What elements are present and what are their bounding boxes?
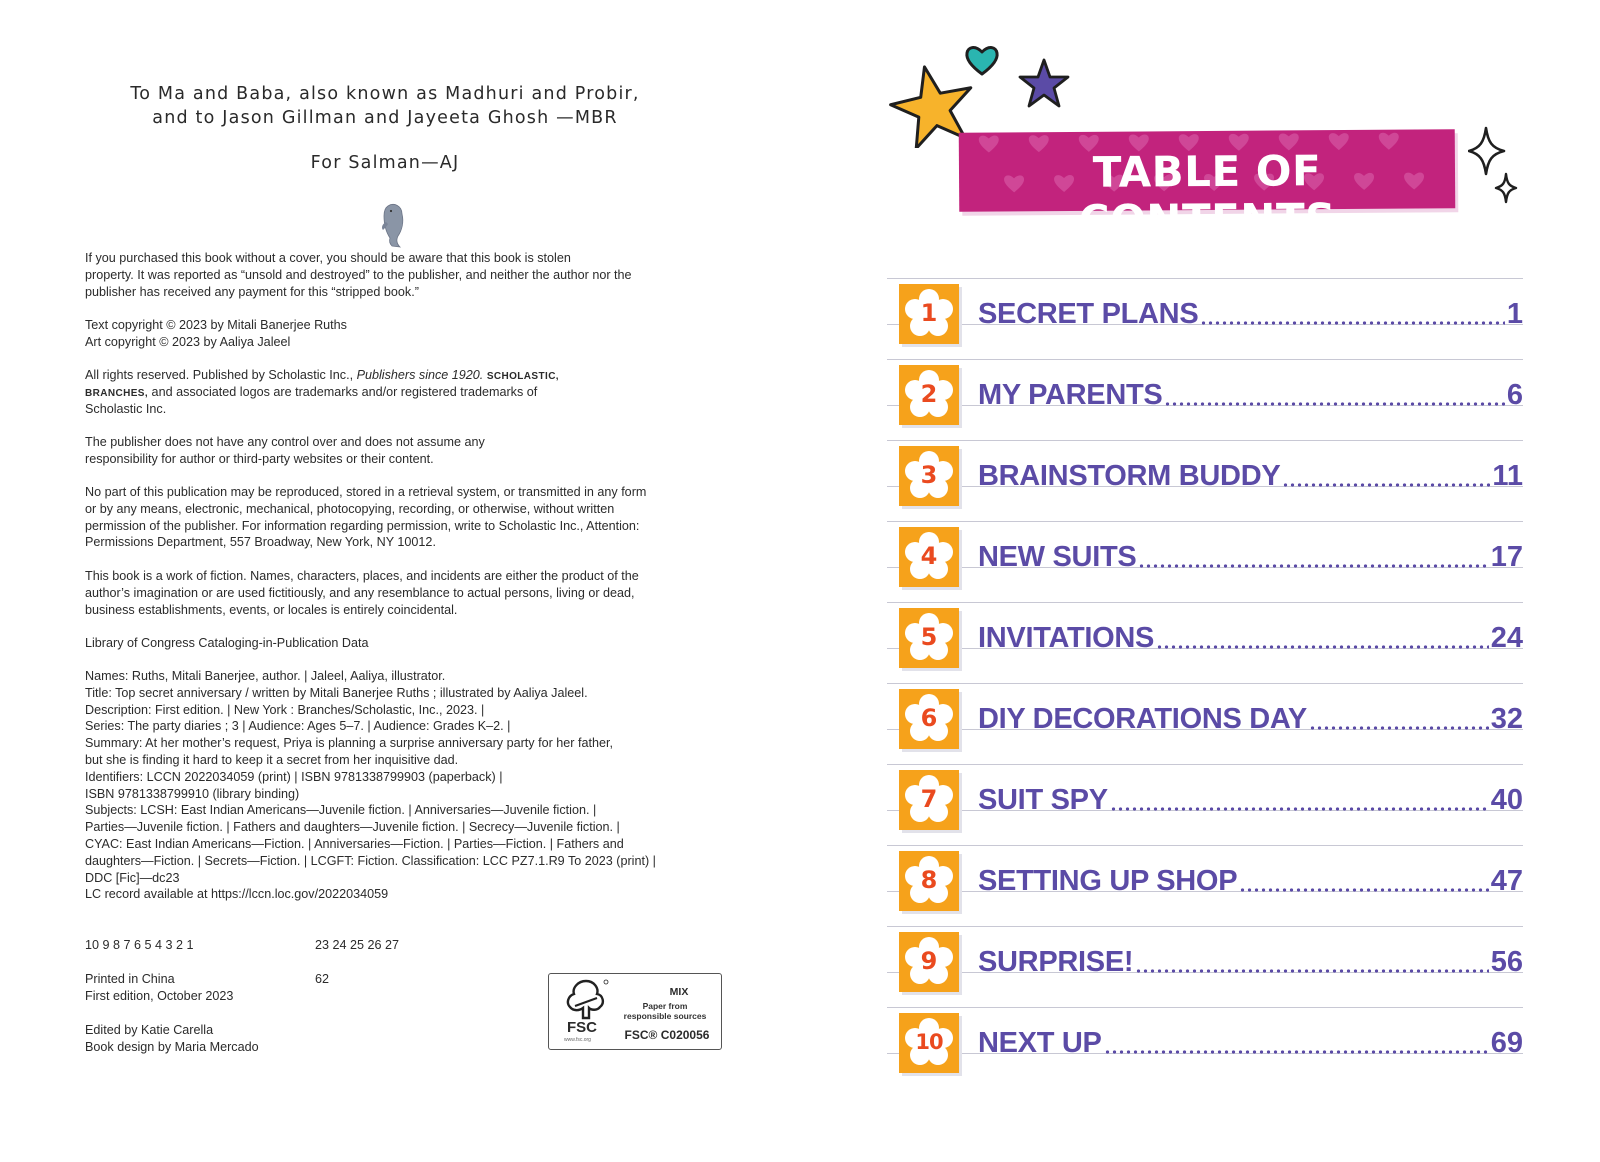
cip-line: daughters—Fiction. | Secrets—Fiction. | LCGFT: Fiction. Classification: LCC PZ7.1.R9 To 2023 (print) |	[85, 853, 656, 868]
chapter-page-number: 32	[1490, 703, 1523, 735]
chapter-page-number: 40	[1490, 784, 1523, 816]
toc-rule	[887, 683, 1523, 684]
purple-star-icon	[1016, 57, 1072, 111]
cip-line: Title: Top secret anniversary / written by Mitali Banerjee Ruths ; illustrated by Aaliya Jaleel.	[85, 685, 588, 700]
loc-heading	[85, 635, 725, 652]
legal-line: permission of the publisher. For information regarding permission, write to Scholastic Inc., Attention:	[85, 518, 640, 533]
branches-mark: BRANCHES,	[85, 387, 149, 399]
first-edition: First edition, October 2023	[85, 989, 234, 1003]
chapter-title: NEXT UP	[978, 1027, 1102, 1059]
chapter-title: SURPRISE!	[978, 946, 1134, 978]
chapter-number: 3	[920, 461, 938, 489]
chapter-title: INVITATIONS	[978, 622, 1155, 654]
fsc-url: www.fsc.org	[564, 1037, 591, 1043]
chapter-number: 9	[920, 947, 938, 975]
toc-entry[interactable]	[887, 770, 1523, 832]
chapter-page-number: 24	[1490, 622, 1523, 654]
fsc-paper-line: responsible sources	[623, 1011, 707, 1021]
toc-rule	[887, 1007, 1523, 1008]
chapter-badge	[899, 608, 959, 668]
fsc-code: FSC® C020056	[624, 1028, 710, 1042]
toc-rule	[887, 926, 1523, 927]
legal-line: Library of Congress Cataloging-in-Publication Data	[85, 636, 369, 650]
toc-entry-text	[978, 535, 1523, 575]
chapter-badge	[899, 932, 959, 992]
cip-line: ISBN 9781338799910 (library binding)	[85, 786, 300, 801]
chapter-number: 4	[920, 542, 938, 570]
dot-leader	[1164, 402, 1504, 406]
cip-line: Subjects: LCSH: East Indian Americans—Juvenile fiction. | Anniversaries—Juvenile fiction. |	[85, 803, 597, 818]
chapter-title: SETTING UP SHOP	[978, 865, 1238, 897]
legal-line: Scholastic Inc.	[85, 401, 167, 416]
toc-banner	[959, 129, 1456, 245]
toc-entry-text	[978, 373, 1523, 413]
rights-text: All rights reserved. Published by Scholastic Inc.,	[85, 368, 357, 382]
chapter-page-number: 11	[1492, 460, 1523, 492]
legal-line: property. It was reported as “unsold and destroyed” to the publisher, and neither the author nor the	[85, 267, 632, 282]
toc-entry-text	[978, 697, 1523, 737]
toc-entry[interactable]	[887, 689, 1523, 751]
toc-entry[interactable]	[887, 527, 1523, 589]
cip-line: LC record available at https://lccn.loc.gov/2022034059	[85, 887, 389, 902]
chapter-badge	[899, 365, 959, 425]
manatee-icon	[378, 200, 408, 250]
dedication-line: and to Jason Gillman and Jayeeta Ghosh —MBR	[152, 108, 618, 128]
legal-line	[85, 384, 725, 401]
rights-notice	[85, 367, 725, 417]
toc-rule	[887, 845, 1523, 846]
dedication-line: To Ma and Baba, also known as Madhuri and Probir,	[130, 84, 640, 104]
publisher-control-notice	[85, 434, 725, 468]
chapter-number: 2	[920, 380, 938, 408]
legal-line: If you purchased this book without a cover, you should be aware that this book is stolen	[85, 251, 571, 265]
chapter-title: NEW SUITS	[978, 541, 1137, 573]
chapter-title: MY PARENTS	[978, 379, 1163, 411]
years-line: 23 24 25 26 27	[315, 938, 400, 952]
dot-leader	[1156, 645, 1489, 649]
cip-line: Identifiers: LCCN 2022034059 (print) | ISBN 9781338799903 (paperback) |	[85, 769, 503, 784]
stripped-book-notice	[85, 250, 725, 300]
dot-leader	[1239, 888, 1489, 892]
dot-leader	[1135, 969, 1489, 973]
fsc-mark: FSC	[567, 1019, 597, 1036]
chapter-title: SECRET PLANS	[978, 298, 1199, 330]
toc-entry-text	[978, 859, 1523, 899]
design-by: Book design by Maria Mercado	[85, 1040, 259, 1054]
legal-line: Permissions Department, 557 Broadway, New York, NY 10012.	[85, 535, 436, 550]
toc-entry[interactable]	[887, 365, 1523, 427]
legal-line: Art copyright © 2023 by Aaliya Jaleel	[85, 334, 291, 349]
chapter-number: 10	[915, 1030, 943, 1054]
fsc-tree-icon	[561, 978, 611, 1020]
table-of-contents-page	[800, 0, 1600, 1162]
dedication-illustrator: For Salman—AJ	[310, 153, 460, 173]
chapter-badge	[899, 284, 959, 344]
cip-line: Description: First edition. | New York : Branches/Scholastic, Inc., 2023. |	[85, 702, 485, 717]
dot-leader	[1110, 807, 1489, 811]
cip-line: Summary: At her mother’s request, Priya is planning a surprise anniversary party for her father,	[85, 736, 614, 751]
copyright-notice	[85, 317, 725, 351]
toc-entry-text	[978, 454, 1523, 494]
fiction-notice	[85, 568, 725, 618]
chapter-number: 6	[920, 704, 938, 732]
legal-line: publisher has received any payment for this “stripped book.”	[85, 284, 419, 299]
reproduction-notice	[85, 484, 725, 551]
toc-entry[interactable]	[887, 284, 1523, 346]
cip-line: Series: The party diaries ; 3 | Audience: Ages 5–7. | Audience: Grades K–2. |	[85, 719, 511, 734]
dot-leader	[1309, 726, 1489, 730]
edited-by: Edited by Katie Carella	[85, 1023, 214, 1037]
dot-leader	[1138, 564, 1488, 568]
toc-end	[887, 1013, 1523, 1075]
fsc-paper-text	[613, 1001, 717, 1021]
chapter-badge	[899, 770, 959, 830]
legal-line: author’s imagination or are used fictitiously, and any resemblance to actual persons, living or dead,	[85, 585, 635, 600]
chapter-page-number: 17	[1490, 541, 1523, 573]
legal-line: This book is a work of fiction. Names, characters, places, and incidents are either the product of the	[85, 569, 639, 583]
toc-entry-text	[978, 940, 1523, 980]
cip-line: CYAC: East Indian Americans—Fiction. | Anniversaries—Fiction. | Parties—Fiction. | Fathers and	[85, 836, 624, 851]
chapter-page-number: 69	[1490, 1027, 1523, 1059]
fsc-paper-line: Paper from	[642, 1001, 688, 1011]
cip-line: Parties—Juvenile fiction. | Fathers and daughters—Juvenile fiction. | Secrecy—Juvenile fiction. |	[85, 820, 620, 835]
fsc-mix: MIX	[669, 986, 689, 998]
chapter-badge	[899, 527, 959, 587]
chapter-number: 1	[920, 299, 938, 327]
chapter-page-number: 56	[1490, 946, 1523, 978]
rights-text: and associated logos are trademarks and/or registered trademarks of	[148, 384, 538, 399]
toc-rule	[887, 602, 1523, 603]
cip-line: Names: Ruths, Mitali Banerjee, author. | Jaleel, Aaliya, illustrator.	[85, 669, 446, 683]
toc-rule	[887, 440, 1523, 441]
cip-line: but she is finding it hard to keep it a secret from her inquisitive dad.	[85, 752, 459, 767]
toc-entry[interactable]	[887, 851, 1523, 913]
chapter-badge	[899, 689, 959, 749]
chapter-badge	[899, 446, 959, 506]
toc-rule	[887, 521, 1523, 522]
toc-entry-text	[978, 292, 1523, 332]
printer-code: 62	[315, 972, 330, 986]
legal-line: Text copyright © 2023 by Mitali Banerjee Ruths	[85, 318, 347, 332]
chapter-title: DIY DECORATIONS DAY	[978, 703, 1307, 735]
toc-rule	[887, 764, 1523, 765]
chapter-number: 8	[920, 866, 938, 894]
chapter-page-number: 6	[1506, 379, 1523, 411]
legal-line: No part of this publication may be reproduced, stored in a retrieval system, or transmitted in any form	[85, 485, 647, 499]
chapter-badge	[899, 851, 959, 911]
printing-line: 10 9 8 7 6 5 4 3 2 1	[85, 938, 194, 952]
chapter-title: SUIT SPY	[978, 784, 1108, 816]
scholastic-mark: SCHOLASTIC,	[486, 371, 559, 382]
chapter-number: 5	[920, 623, 938, 651]
chapter-number: 7	[920, 785, 938, 813]
legal-line	[85, 367, 725, 384]
legal-line: responsibility for author or third-party websites or their content.	[85, 451, 434, 466]
toc-entry-text	[978, 616, 1523, 656]
chapter-page-number: 47	[1490, 865, 1523, 897]
toc-rule	[887, 359, 1523, 360]
rights-italic: Publishers since 1920.	[356, 368, 484, 382]
cip-data	[85, 668, 725, 903]
cip-line: DDC [Fic]—dc23	[85, 870, 180, 885]
toc-title: TABLE OF CONTENTS	[1078, 146, 1337, 245]
toc-entry-text	[978, 778, 1523, 818]
dot-leader	[1200, 321, 1504, 325]
toc-entry[interactable]	[887, 446, 1523, 508]
fsc-logo	[548, 973, 722, 1050]
chapter-page-number: 1	[1506, 298, 1523, 330]
toc-entry[interactable]	[887, 608, 1523, 670]
toc-entry[interactable]	[887, 932, 1523, 994]
toc-rule	[887, 278, 1523, 279]
teal-heart-icon	[963, 42, 1001, 78]
dot-leader	[1282, 483, 1490, 487]
legal-line: The publisher does not have any control over and does not assume any	[85, 435, 485, 449]
printed-in: Printed in China	[85, 972, 175, 986]
sparkle-icon	[1468, 126, 1518, 212]
legal-line: or by any means, electronic, mechanical, photocopying, recording, or otherwise, without written	[85, 501, 615, 516]
legal-line: business establishments, events, or locales is entirely coincidental.	[85, 602, 458, 617]
chapter-title: BRAINSTORM BUDDY	[978, 460, 1281, 492]
